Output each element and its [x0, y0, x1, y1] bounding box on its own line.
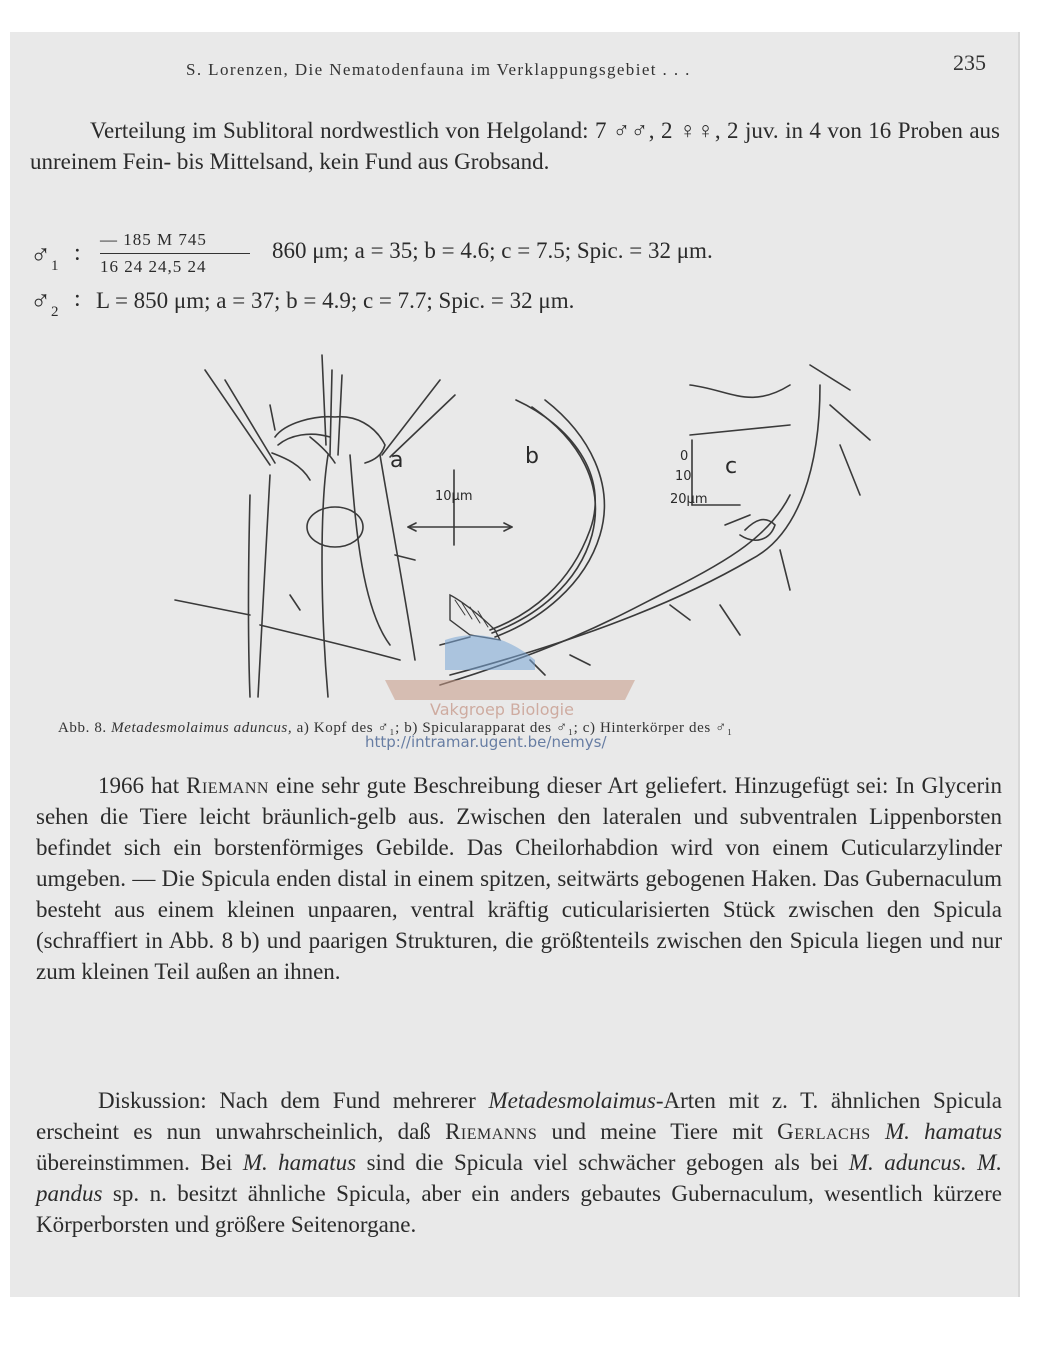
male-symbol-2: $♂_2$	[30, 286, 59, 320]
distribution-paragraph: Verteilung im Sublitoral nordwestlich von Helgoland: 7 ♂♂, 2 ♀♀, 2 juv. in 4 von 16 Proben aus unreinem Fein- bis Mittelsand, kein Fund aus Grobsand.	[30, 118, 1000, 174]
watermark-url: http://intramar.ugent.be/nemys/	[365, 733, 607, 751]
watermark-org: Vakgroep Biologie	[430, 700, 574, 719]
figure-caption: Abb. 8. Metadesmolaimus aduncus, a) Kopf des ♂₁; b) Spicularapparat des ♂₁; c) Hinterkörper des ♂₁	[58, 720, 733, 736]
watermark-logo	[385, 600, 635, 720]
male1-values: 860 μm; a = 35; b = 4.6; c = 7.5; Spic. = 32 μm.	[272, 238, 713, 263]
page-number: 235	[953, 50, 986, 75]
description-paragraph: 1966 hat Riemann eine sehr gute Beschreibung dieser Art geliefert. Hinzugefügt sei: In Glycerin sehen die Tiere leicht bräunlich-gelb aus. Zwischen den lateralen und subventralen Lippenborsten befindet sich ein borstenförmiges Gebilde. Das Cheilorhabdion wird von einem Cuticularzylinder umgeben. — Die Spicula enden distal in einem spitzen, seitwärts gebogenen Haken. Das Gubernaculum besteht aus einem kleinen unpaaren, ventral kräftig cuticularisierten Stück zwischen den Spicula (schraffiert in Abb. 8 b) und paarigen Strukturen, die größtenteils zwischen den Spicula liegen und nur zum kleinen Teil außen an ihnen.	[36, 773, 1003, 984]
measurement-male1: $♂_1$ : — 185 M 745 16 24 24,5 24 860 μm; a = 35; b = 4.6; c = 7.5; Spic. = 32 μm.	[30, 230, 713, 276]
measurement-male2: $♂_2$ : L = 850 μm; a = 37; b = 4.9; c = 7.7; Spic. = 32 μm.	[30, 286, 575, 320]
scale-c-0: 0	[680, 449, 689, 464]
running-head: S. Lorenzen, Die Nematodenfauna im Verklappungsgebiet . . .	[186, 60, 691, 79]
formula-bottom: 16 24 24,5 24	[100, 257, 207, 276]
scale-main: 10μm	[435, 489, 473, 504]
male2-values: L = 850 μm; a = 37; b = 4.9; c = 7.7; Spic. = 32 μm.	[96, 288, 575, 313]
label-b: b	[525, 444, 539, 469]
formula-top: — 185 M 745	[100, 230, 207, 249]
discussion-paragraph: Diskussion: Nach dem Fund mehrerer Metadesmolaimus-Arten mit z. T. ähnlichen Spicula erscheint es nun unwahrscheinlich, daß Riemanns und meine Tiere mit Gerlachs M. hamatus übereinstimmen. Bei M. hamatus sind die Spicula viel schwächer gebogen als bei M. aduncus. M. pandus sp. n. besitzt ähnliche Spicula, aber ein anders gebautes Gubernaculum, wesentlich kürzere Körperborsten und größere Seitenorgane.	[36, 1088, 1003, 1237]
label-c: c	[725, 454, 738, 479]
male-symbol-1: $♂_1$	[30, 240, 59, 274]
scale-c-10: 10	[675, 469, 692, 484]
label-a: a	[390, 448, 404, 473]
scale-c-20: 20μm	[670, 492, 708, 507]
